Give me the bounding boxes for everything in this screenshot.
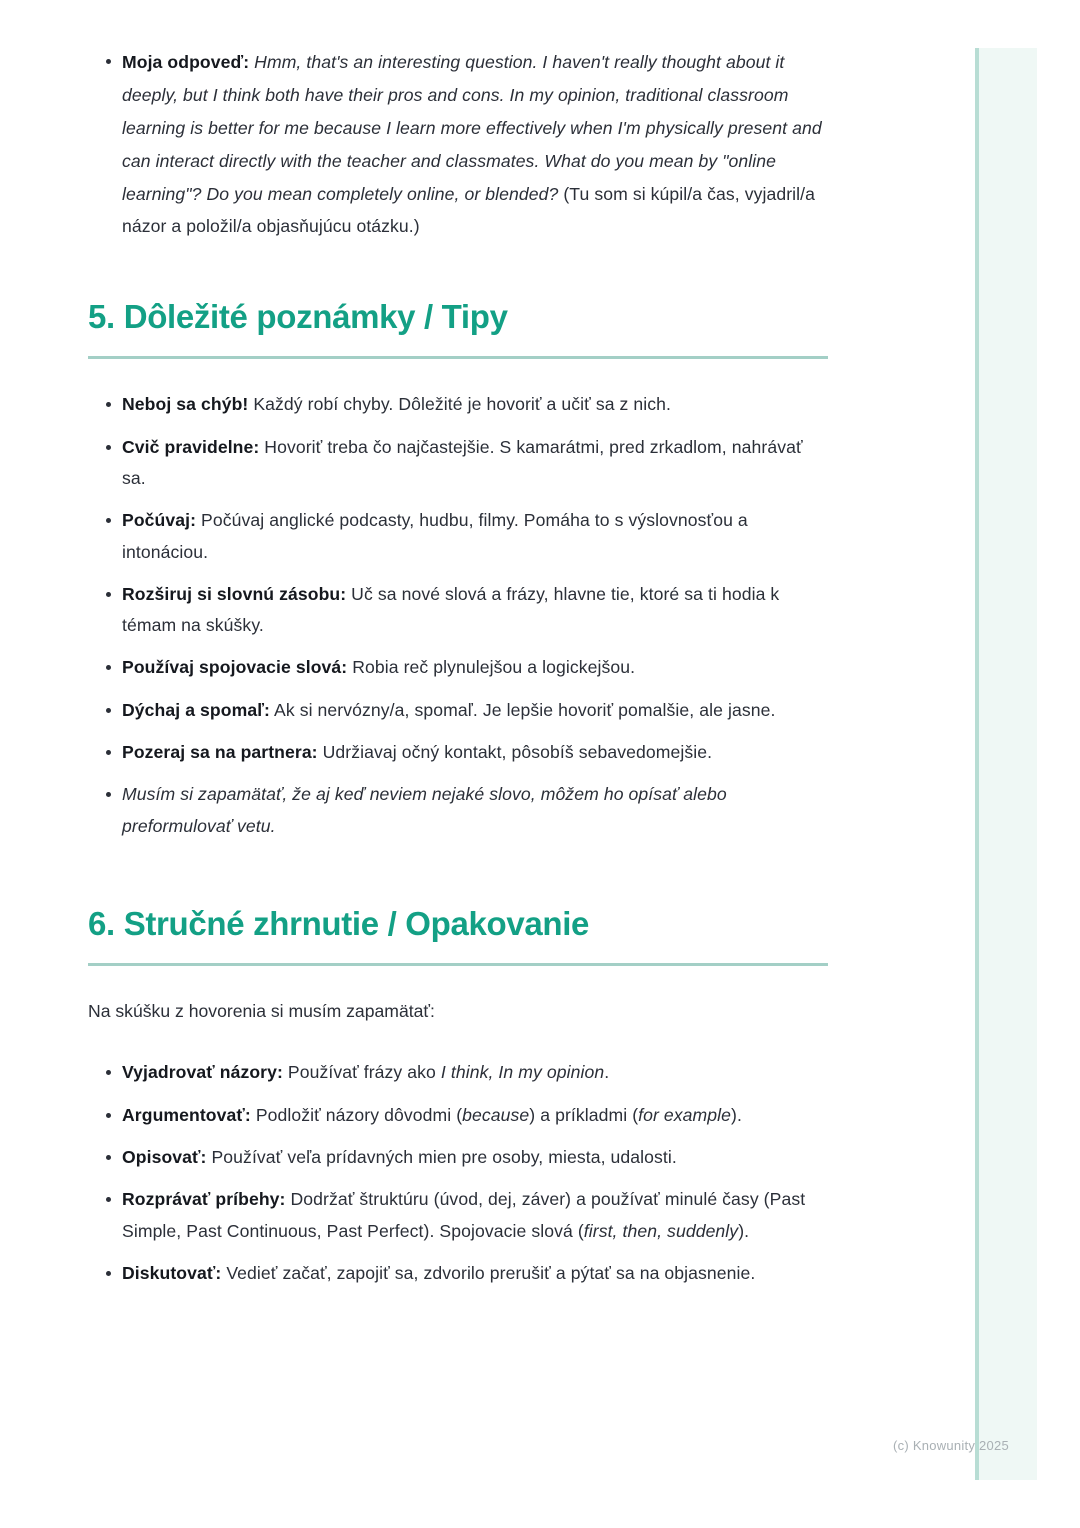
bullet-italic-fragment: for example — [638, 1104, 732, 1125]
section-6 — [88, 906, 828, 1289]
list-item — [88, 737, 828, 768]
bullet-italic-text: Hmm, that's an interesting question. I haven't really thought about it deeply, but I think both have their pros and cons. In my opinion, traditional classroom learning is better for me because I learn more effectively when I'm physically present and can interact directly with the teacher and classmates. What do you mean by "online learning"? Do you mean completely online, or blended? — [122, 52, 822, 204]
bullet-tail-text: (Tu som si kúpil/a čas, vyjadril/a názor a položil/a objasňujúcu otázku.) — [122, 183, 816, 237]
bullet-text-fragment: . — [604, 1062, 610, 1083]
bullet-lead: Opisovať: — [122, 1146, 207, 1167]
intro-block — [88, 46, 828, 243]
bullet-lead: Počúvaj: — [122, 510, 197, 531]
bullet-text-fragment: Podložiť názory dôvodmi ( — [255, 1104, 463, 1125]
bullet-lead: Pozeraj sa na partnera: — [122, 742, 318, 763]
list-item — [88, 1142, 828, 1173]
bullet-lead: Používaj spojovacie slová: — [122, 657, 348, 678]
section-6-heading: 6. Stručné zhrnutie / Opakovanie — [88, 905, 590, 943]
intro-list — [88, 46, 828, 243]
bullet-italic-fragment: I think, In my opinion — [440, 1062, 605, 1083]
bullet-body: Udržiavaj očný kontakt, pôsobíš sebavedomejšie. — [317, 742, 713, 763]
bullet-text-fragment: Používať veľa prídavných mien pre osoby, miesta, udalosti. — [211, 1146, 677, 1167]
bullet-body: Robia reč plynulejšou a logickejšou. — [347, 657, 636, 678]
bullet-body: Ak si nervózny/a, spomaľ. Je lepšie hovoriť pomalšie, ale jasne. — [270, 699, 776, 720]
bullet-italic-fragment: first, then, suddenly — [583, 1220, 739, 1241]
right-decorative-panel — [975, 48, 1037, 1480]
bullet-lead: Cvič pravidelne: — [122, 436, 260, 457]
bullet-italic-fragment: because — [462, 1104, 530, 1125]
bullet-text-fragment: Používať frázy ako — [287, 1062, 441, 1083]
section-6-divider — [88, 963, 828, 966]
bullet-body: Hovoriť treba čo najčastejšie. S kamarátmi, pred zrkadlom, nahrávať sa. — [122, 436, 803, 488]
list-item — [88, 46, 828, 243]
bullet-lead: Diskutovať: — [122, 1262, 222, 1283]
list-item — [88, 1258, 828, 1289]
document-content — [88, 46, 828, 1289]
copyright-watermark: (c) Knowunity 2025 — [893, 1438, 1009, 1453]
list-item — [88, 695, 828, 726]
list-item — [88, 432, 828, 495]
bullet-body: Počúvaj anglické podcasty, hudbu, filmy. Pomáha to s výslovnosťou a intonáciou. — [122, 510, 748, 562]
section-5-heading: 5. Dôležité poznámky / Tipy — [88, 298, 508, 336]
section-5 — [88, 299, 828, 842]
bullet-lead: Argumentovať: — [122, 1104, 251, 1125]
section-5-list — [88, 389, 828, 842]
section-6-intro: Na skúšku z hovorenia si musím zapamätať: — [88, 1001, 435, 1021]
list-item — [88, 1100, 828, 1131]
list-item — [88, 389, 828, 420]
bullet-text-fragment: ). — [731, 1104, 742, 1125]
list-item — [88, 652, 828, 683]
bullet-lead: Dýchaj a spomaľ: — [122, 699, 271, 720]
bullet-text-fragment: Vedieť začať, zapojiť sa, zdvorilo prerušiť a pýtať sa na objasnenie. — [226, 1262, 756, 1283]
list-item — [88, 1184, 828, 1247]
bullet-body: Uč sa nové slová a frázy, hlavne tie, ktoré sa ti hodia k témam na skúšky. — [122, 583, 780, 636]
bullet-lead: Vyjadrovať názory: — [122, 1062, 283, 1083]
list-item-italic-note: Musím si zapamätať, že aj keď neviem nejaké slovo, môžem ho opísať alebo preformulovať vetu. — [88, 779, 828, 842]
bullet-lead: Rozširuj si slovnú zásobu: — [122, 583, 347, 604]
bullet-body: Každý robí chyby. Dôležité je hovoriť a učiť sa z nich. — [248, 394, 672, 415]
list-item — [88, 579, 828, 642]
bullet-lead: Rozprávať príbehy: — [122, 1189, 286, 1210]
bullet-text-fragment: Dodržať štruktúru (úvod, dej, záver) a používať minulé časy (Past Simple, Past Continuous, Past Perfect). Spojovacie slová ( — [122, 1189, 806, 1241]
section-6-list — [88, 1057, 828, 1289]
bullet-lead: Neboj sa chýb! — [122, 394, 249, 415]
section-5-divider — [88, 356, 828, 359]
bullet-lead: Moja odpoveď: — [122, 52, 250, 72]
bullet-text-fragment: ) a príkladmi ( — [529, 1104, 639, 1125]
bullet-text-fragment: ). — [738, 1220, 750, 1241]
list-item — [88, 1057, 828, 1088]
list-item — [88, 505, 828, 568]
